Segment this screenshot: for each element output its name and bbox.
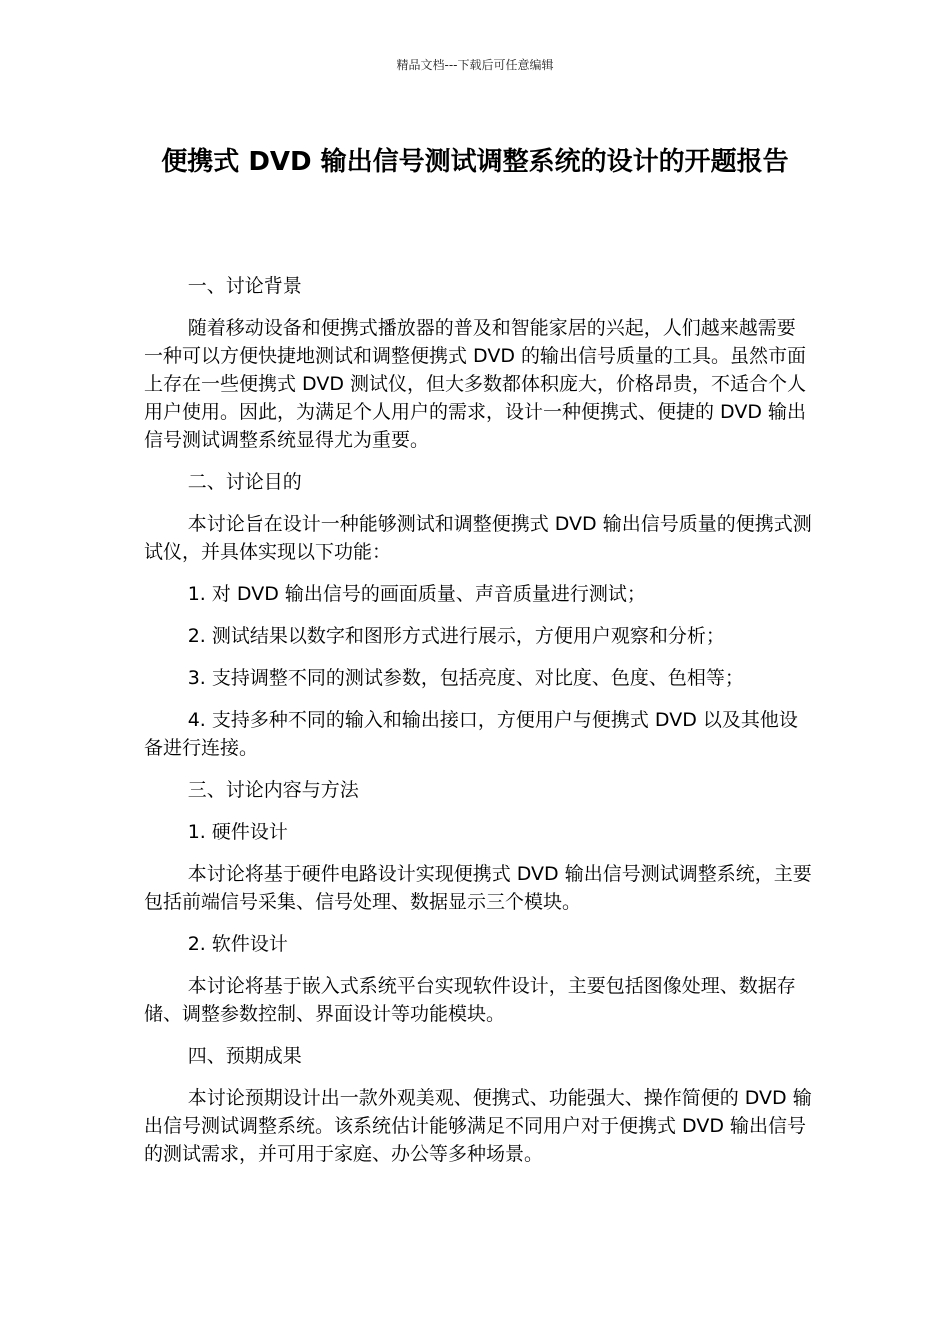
paragraph-purpose: 本讨论旨在设计一种能够测试和调整便携式 DVD 输出信号质量的便携式测试仪，并具体实现以下功能： (144, 513, 812, 563)
paragraph-hardware: 本讨论将基于硬件电路设计实现便携式 DVD 输出信号测试调整系统，主要包括前端信号采集、信号处理、数据显示三个模块。 (144, 863, 812, 913)
paragraph-outcomes: 本讨论预期设计出一款外观美观、便携式、功能强大、操作简便的 DVD 输出信号测试调整系统。该系统估计能够满足不同用户对于便携式 DVD 输出信号的测试需求，并可用于家庭、办公等多种场景。 (144, 1087, 812, 1165)
header-note: 精品文档---下载后可任意编辑 (396, 58, 554, 72)
section-heading-methods: 三、讨论内容与方法 (187, 779, 359, 801)
document-title: 便携式 DVD 输出信号测试调整系统的设计的开题报告 (161, 147, 789, 177)
document-body (144, 272, 814, 1182)
list-item-function-2: 2. 测试结果以数字和图形方式进行展示，方便用户观察和分析； (187, 625, 725, 647)
subheading-hardware: 1. 硬件设计 (187, 821, 288, 843)
section-heading-purpose: 二、讨论目的 (187, 471, 302, 493)
paragraph-software: 本讨论将基于嵌入式系统平台实现软件设计，主要包括图像处理、数据存储、调整参数控制、界面设计等功能模块。 (144, 975, 796, 1025)
section-heading-background: 一、讨论背景 (187, 275, 302, 297)
list-item-function-4: 4. 支持多种不同的输入和输出接口，方便用户与便携式 DVD 以及其他设备进行连接。 (144, 709, 798, 759)
section-heading-outcomes: 四、预期成果 (187, 1045, 302, 1067)
subheading-software: 2. 软件设计 (187, 933, 288, 955)
list-item-function-3: 3. 支持调整不同的测试参数，包括亮度、对比度、色度、色相等； (187, 667, 744, 689)
list-item-function-1: 1. 对 DVD 输出信号的画面质量、声音质量进行测试； (187, 583, 646, 605)
paragraph-background: 随着移动设备和便携式播放器的普及和智能家居的兴起，人们越来越需要一种可以方便快捷地测试和调整便携式 DVD 的输出信号质量的工具。虽然市面上存在一些便携式 DVD 测试仪，但大多数都体积庞大，价格昂贵，不适合个人用户使用。因此，为满足个人用户的需求，设计一种便携式、便捷的 DVD 输出信号测试调整系统显得尤为重要。 (144, 317, 807, 451)
